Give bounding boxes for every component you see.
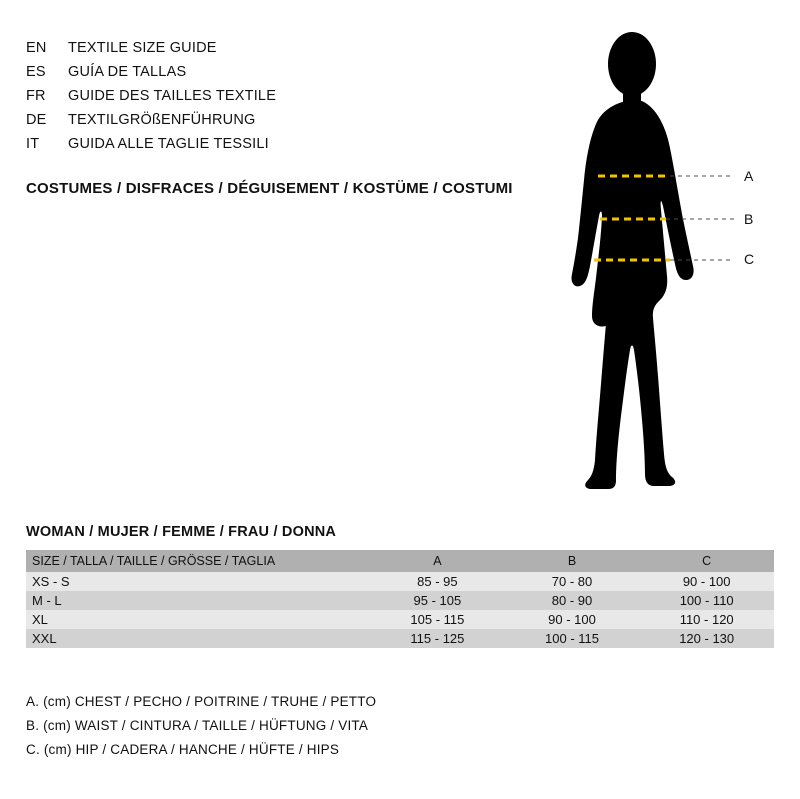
language-text: TEXTILGRÖßENFÜHRUNG	[68, 112, 256, 128]
cell-b: 70 - 80	[505, 572, 640, 591]
body-figure	[520, 24, 780, 494]
language-list	[26, 36, 446, 156]
category-line: COSTUMES / DISFRACES / DÉGUISEMENT / KOSTÜME / COSTUMI	[26, 180, 513, 197]
female-silhouette-icon	[520, 24, 780, 494]
language-text: TEXTILE SIZE GUIDE	[68, 40, 217, 56]
language-row	[26, 108, 446, 132]
table-row	[26, 591, 774, 610]
language-row	[26, 132, 446, 156]
language-code: ES	[26, 64, 46, 80]
language-row	[26, 84, 446, 108]
cell-size: XXL	[26, 629, 370, 648]
table-header	[26, 550, 774, 572]
column-header-a: A	[370, 550, 505, 572]
table-row	[26, 572, 774, 591]
cell-size: M - L	[26, 591, 370, 610]
cell-a: 115 - 125	[370, 629, 505, 648]
language-row	[26, 60, 446, 84]
legend-row-a: A. (cm) CHEST / PECHO / POITRINE / TRUHE / PETTO	[26, 694, 377, 709]
cell-size: XL	[26, 610, 370, 629]
cell-b: 100 - 115	[505, 629, 640, 648]
cell-c: 110 - 120	[639, 610, 774, 629]
language-text: GUIDE DES TAILLES TEXTILE	[68, 88, 277, 104]
measure-label-b: B	[744, 211, 754, 227]
table-body	[26, 572, 774, 648]
legend-row-c: C. (cm) HIP / CADERA / HANCHE / HÜFTE / HIPS	[26, 742, 340, 757]
measure-label-c: C	[744, 251, 755, 267]
language-code: DE	[26, 112, 47, 128]
measure-label-a: A	[744, 168, 754, 184]
cell-c: 90 - 100	[639, 572, 774, 591]
cell-size: XS - S	[26, 572, 370, 591]
language-row	[26, 36, 446, 60]
measure-legend	[26, 690, 626, 762]
language-text: GUÍA DE TALLAS	[68, 64, 187, 80]
table-row	[26, 610, 774, 629]
language-code: EN	[26, 40, 47, 56]
table-title: WOMAN / MUJER / FEMME / FRAU / DONNA	[26, 524, 337, 540]
language-code: FR	[26, 88, 46, 104]
language-code: IT	[26, 136, 40, 152]
legend-row-b: B. (cm) WAIST / CINTURA / TAILLE / HÜFTUNG / VITA	[26, 718, 369, 733]
cell-b: 80 - 90	[505, 591, 640, 610]
cell-c: 100 - 110	[639, 591, 774, 610]
column-header-c: C	[639, 550, 774, 572]
cell-b: 90 - 100	[505, 610, 640, 629]
table-row	[26, 629, 774, 648]
cell-a: 105 - 115	[370, 610, 505, 629]
column-header-size: SIZE / TALLA / TAILLE / GRÖSSE / TAGLIA	[26, 550, 370, 572]
cell-a: 95 - 105	[370, 591, 505, 610]
table-header-row	[26, 550, 774, 572]
cell-c: 120 - 130	[639, 629, 774, 648]
language-text: GUIDA ALLE TAGLIE TESSILI	[68, 136, 269, 152]
size-table	[26, 550, 774, 648]
cell-a: 85 - 95	[370, 572, 505, 591]
column-header-b: B	[505, 550, 640, 572]
